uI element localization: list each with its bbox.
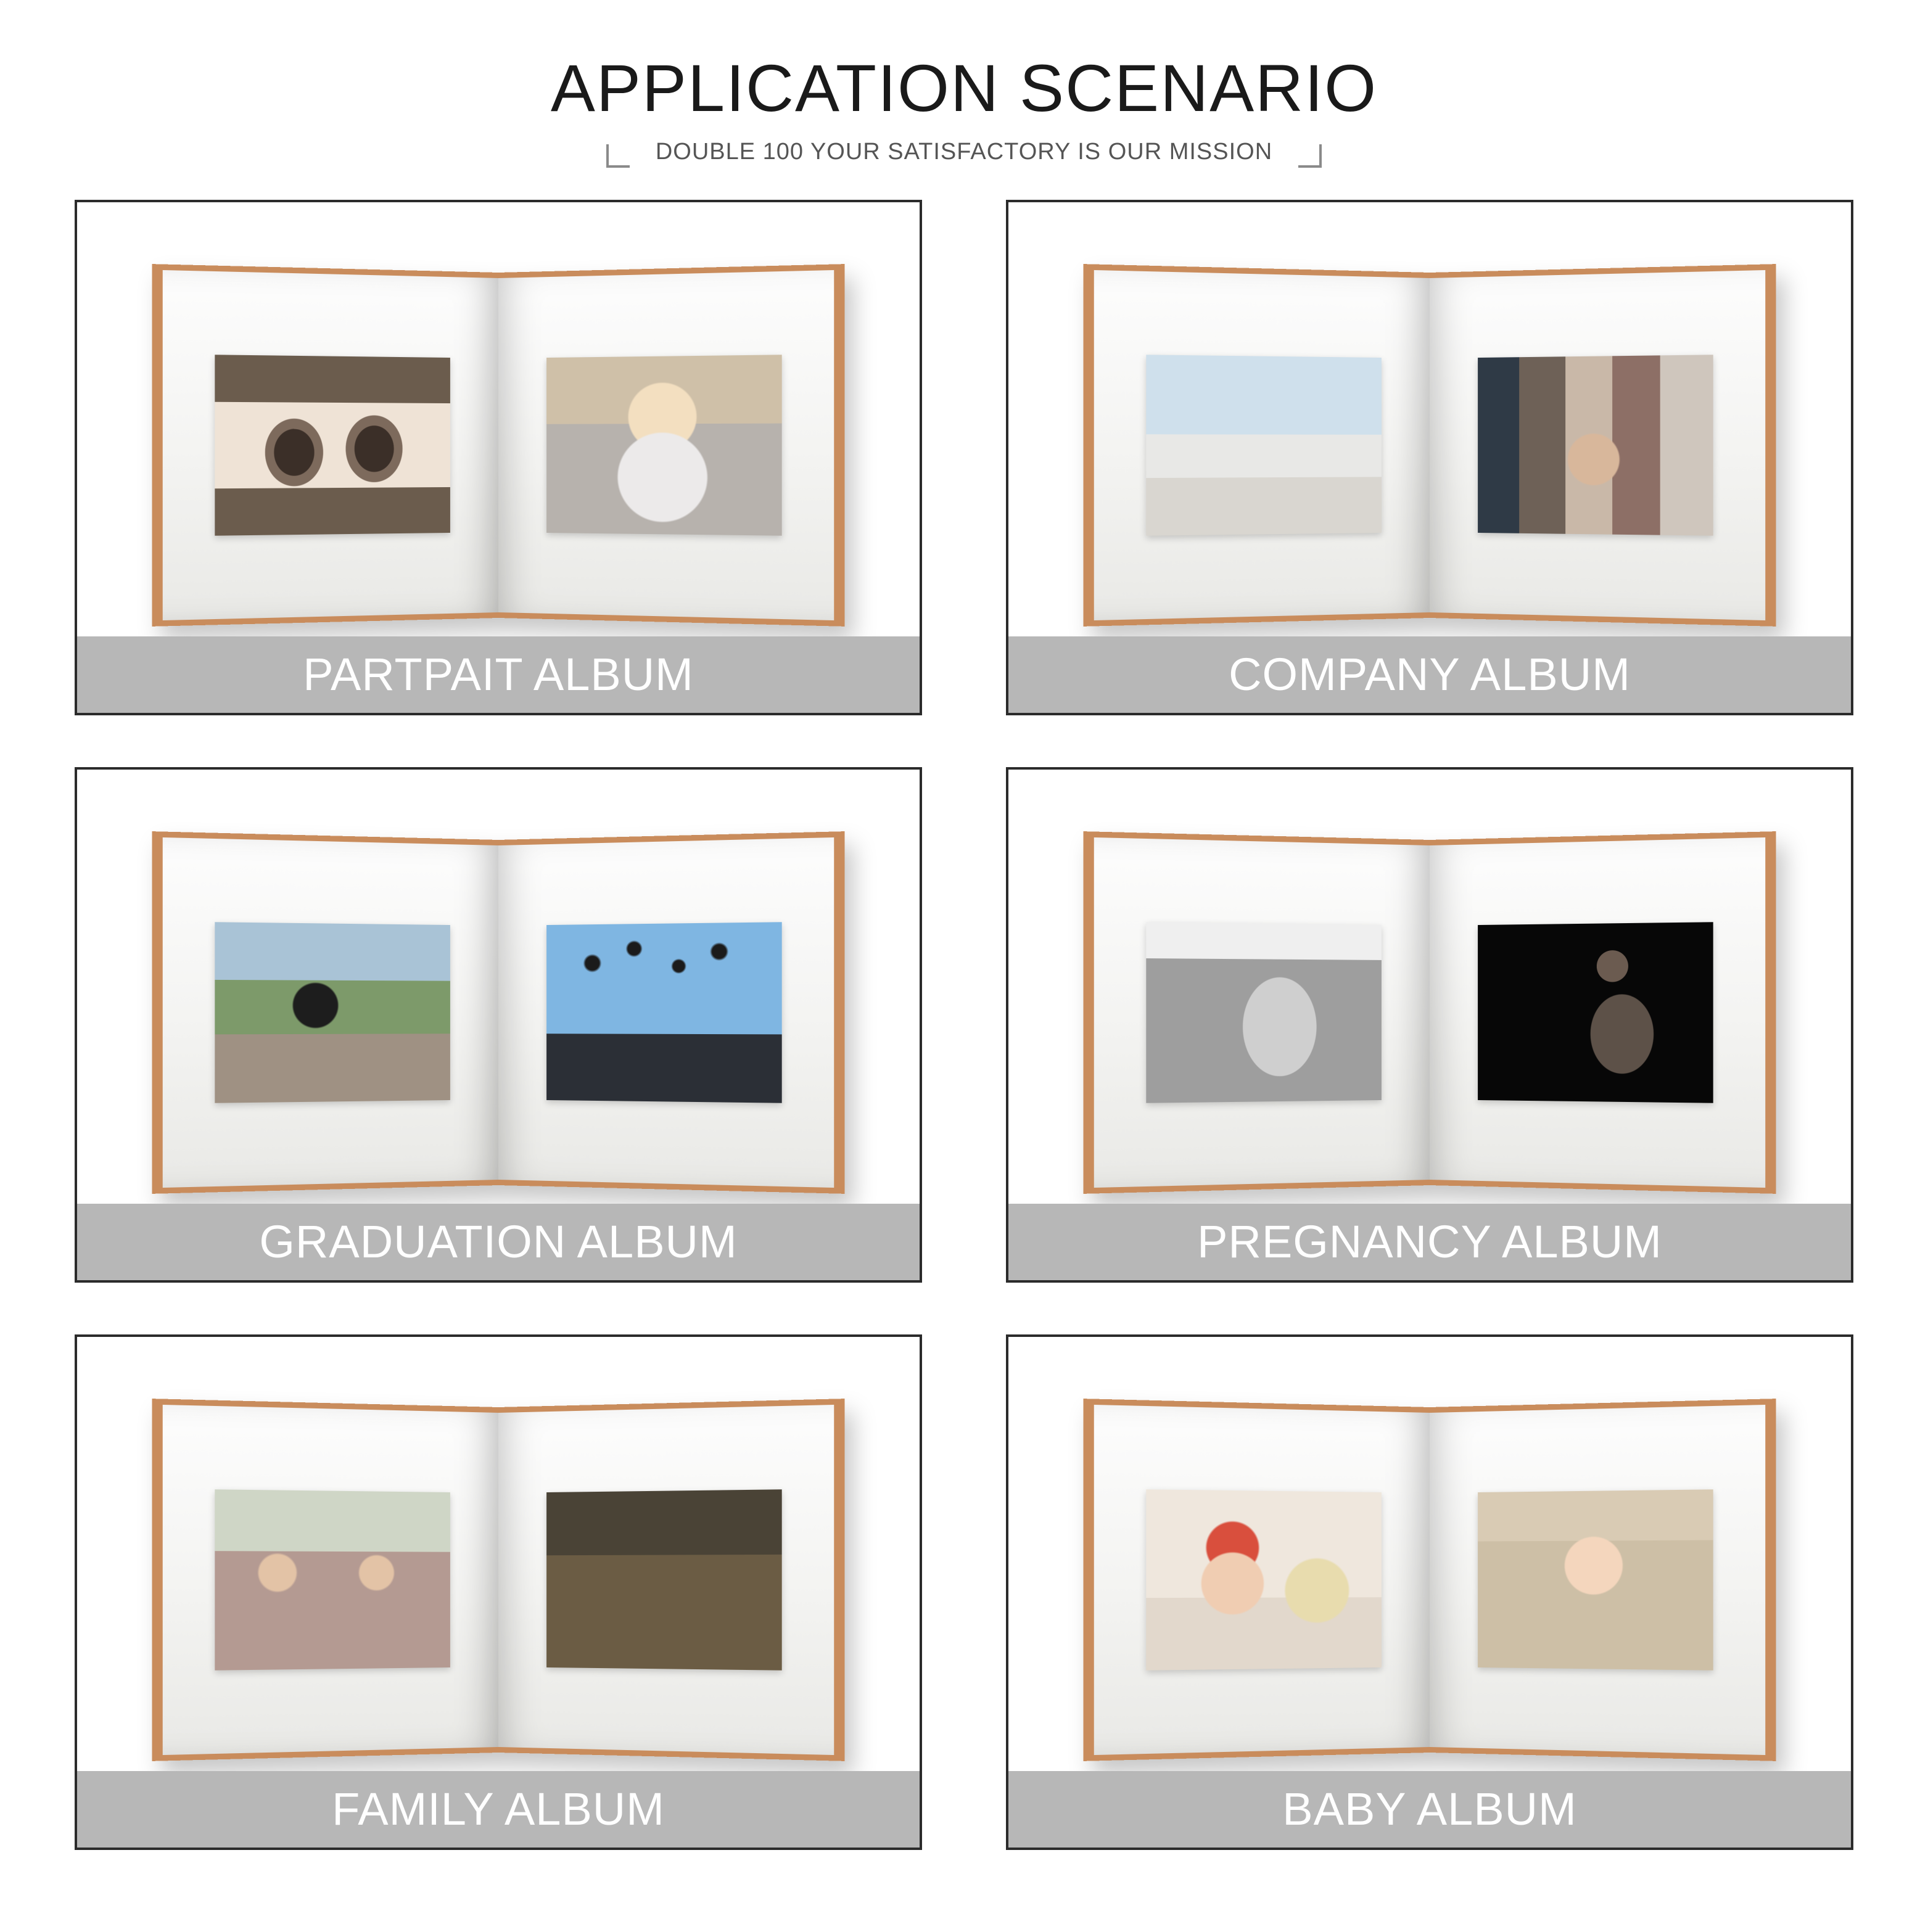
baby-with-teddy-photo [1147,1489,1382,1670]
open-album-book [1094,840,1766,1185]
scenario-card[interactable] [75,1334,922,1850]
card-label-band [1008,636,1851,713]
open-album-book [162,840,834,1185]
family-walk-outdoors-photo [546,1489,781,1670]
subtitle-row [606,139,1322,165]
grandparents-with-babies-photo [215,1489,450,1670]
album-page-right [498,831,845,1194]
card-label: COMPANY ALBUM [1229,648,1631,700]
card-label-band [1008,1771,1851,1848]
page-title: APPLICATION SCENARIO [550,51,1378,125]
open-album-book [1094,1407,1766,1753]
scenario-card[interactable] [75,200,922,715]
album-page-right [1430,1399,1776,1761]
album-page-right [1430,831,1776,1194]
page-header [0,0,1928,165]
scenario-card[interactable] [75,767,922,1283]
company-hands-together-photo [1478,355,1713,535]
album-page-right [498,264,845,627]
pregnancy-silhouette-photo [1478,922,1713,1103]
bracket-right-icon [1298,144,1322,168]
card-label-band [1008,1204,1851,1280]
album-page-left [1083,264,1430,627]
album-page-right [498,1399,845,1761]
graduation-caps-toss-photo [546,922,781,1103]
portrait-blonde-photo [546,355,781,535]
company-meeting-photo [1147,355,1382,535]
card-label: PARTPAIT ALBUM [303,648,694,700]
album-page-left [1083,1399,1430,1761]
open-album-book [162,273,834,618]
portrait-eyes-photo [215,355,450,535]
scenario-grid [75,200,1853,1850]
card-label: FAMILY ALBUM [332,1783,665,1835]
card-label: BABY ALBUM [1282,1783,1577,1835]
page-subtitle: DOUBLE 100 YOUR SATISFACTORY IS OUR MISSION [655,138,1273,165]
open-album-book [162,1407,834,1753]
bracket-left-icon [606,144,630,168]
card-label-band [77,636,920,713]
graduate-portrait-photo [215,922,450,1103]
album-page-left [152,264,498,627]
scenario-card[interactable] [1006,200,1853,715]
card-label: GRADUATION ALBUM [259,1215,738,1267]
baby-on-fur-rug-photo [1478,1489,1713,1670]
card-label-band [77,1771,920,1848]
scenario-card[interactable] [1006,1334,1853,1850]
album-page-left [152,831,498,1194]
open-album-book [1094,273,1766,618]
pregnancy-couple-bw-photo [1147,922,1382,1103]
scenario-card[interactable] [1006,767,1853,1283]
card-label-band [77,1204,920,1280]
card-label: PREGNANCY ALBUM [1197,1215,1662,1267]
album-page-left [1083,831,1430,1194]
album-page-right [1430,264,1776,627]
album-page-left [152,1399,498,1761]
